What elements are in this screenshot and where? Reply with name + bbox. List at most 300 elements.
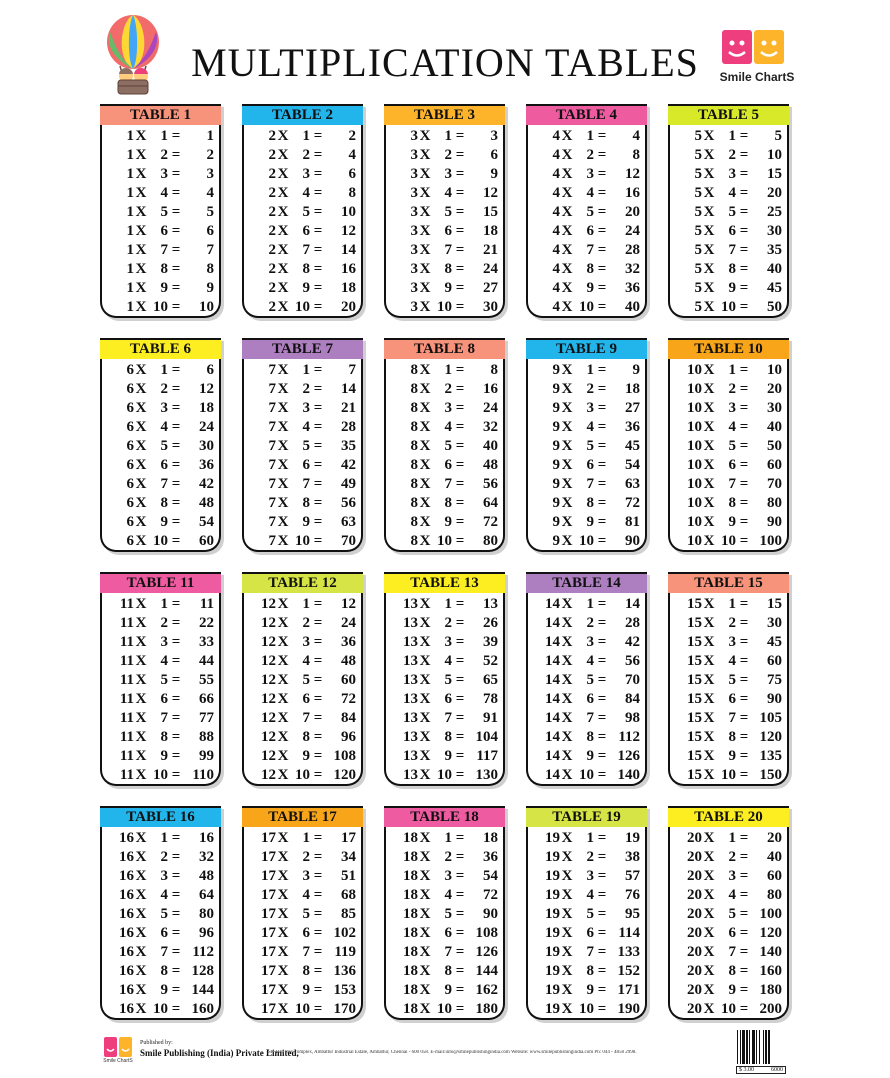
product: 21 [483,242,498,258]
equals-sign: = [597,691,607,707]
multiplier: 5 [444,438,452,454]
multiplicand: 10 [687,476,702,492]
product: 16 [483,381,498,397]
multiplier: 2 [586,381,594,397]
multiplier: 10 [295,767,310,783]
multiplier: 8 [302,963,310,979]
multiplicand: 17 [261,1001,276,1017]
times-sign: X [277,362,289,378]
multiplier: 5 [586,204,594,220]
table-row [670,595,787,614]
times-sign: X [419,729,431,745]
times-sign: X [277,1001,289,1017]
multiplier: 5 [586,906,594,922]
multiplier: 7 [160,476,168,492]
multiplier: 1 [586,596,594,612]
product: 63 [341,514,356,530]
equals-sign: = [739,830,749,846]
table-row [528,633,645,652]
table-row [528,418,645,437]
equals-sign: = [313,849,323,865]
table-row [386,279,503,298]
times-sign: X [561,982,573,998]
equals-sign: = [313,925,323,941]
table-row [386,399,503,418]
product: 15 [483,204,498,220]
brand-name: Smile ChartS [719,70,795,84]
multiplicand: 8 [410,457,418,473]
table-rows [386,359,503,551]
table-row [102,241,219,260]
times-sign: X [419,906,431,922]
equals-sign: = [597,495,607,511]
equals-sign: = [313,362,323,378]
product: 170 [333,1001,356,1017]
multiplier: 2 [444,147,452,163]
multiplicand: 9 [552,476,560,492]
product: 60 [199,533,214,549]
equals-sign: = [455,242,465,258]
table-rows [244,593,361,785]
times-sign: X [277,729,289,745]
table-rows [528,593,645,785]
product: 54 [199,514,214,530]
table-row [244,437,361,456]
times-sign: X [561,672,573,688]
product: 65 [483,672,498,688]
table-card [100,572,221,786]
product: 63 [625,476,640,492]
table-row [102,380,219,399]
multiplicand: 3 [410,185,418,201]
multiplier: 8 [160,261,168,277]
table-row [244,905,361,924]
multiplicand: 5 [694,166,702,182]
equals-sign: = [455,166,465,182]
product: 12 [341,223,356,239]
table-row [244,494,361,513]
table-row [244,652,361,671]
table-row [528,532,645,551]
table-rows [102,827,219,1019]
multiplicand: 13 [403,634,418,650]
product: 200 [759,1001,782,1017]
table-card [100,338,221,552]
times-sign: X [561,495,573,511]
equals-sign: = [455,634,465,650]
equals-sign: = [739,767,749,783]
multiplicand: 13 [403,691,418,707]
times-sign: X [277,223,289,239]
equals-sign: = [455,261,465,277]
equals-sign: = [597,710,607,726]
product: 27 [483,280,498,296]
times-sign: X [277,925,289,941]
multiplicand: 19 [545,868,560,884]
multiplier: 6 [728,925,736,941]
multiplier: 1 [728,362,736,378]
equals-sign: = [313,710,323,726]
table-row [102,260,219,279]
product: 20 [767,830,782,846]
product: 144 [191,982,214,998]
table-row [244,829,361,848]
multiplier: 1 [728,128,736,144]
multiplier: 1 [728,830,736,846]
publisher-logo-icon [103,1036,133,1058]
multiplicand: 9 [552,533,560,549]
multiplier: 4 [444,419,452,435]
multiplicand: 7 [268,400,276,416]
multiplicand: 16 [119,887,134,903]
product: 10 [199,299,214,315]
equals-sign: = [313,514,323,530]
equals-sign: = [455,476,465,492]
times-sign: X [561,944,573,960]
times-sign: X [277,476,289,492]
table-heading: TABLE 18 [384,806,505,827]
multiplier: 5 [728,672,736,688]
equals-sign: = [171,533,181,549]
multiplicand: 12 [261,767,276,783]
table-row [244,222,361,241]
times-sign: X [419,457,431,473]
multiplier: 10 [579,299,594,315]
multiplicand: 16 [119,982,134,998]
multiplier: 10 [579,767,594,783]
equals-sign: = [597,166,607,182]
table-row [244,127,361,146]
product: 5 [206,204,214,220]
table-row [102,437,219,456]
product: 75 [767,672,782,688]
equals-sign: = [597,204,607,220]
multiplicand: 14 [545,729,560,745]
equals-sign: = [313,185,323,201]
equals-sign: = [739,185,749,201]
equals-sign: = [171,299,181,315]
multiplier: 5 [160,672,168,688]
table-row [244,380,361,399]
product: 80 [767,887,782,903]
table-row [386,595,503,614]
times-sign: X [419,767,431,783]
table-heading: TABLE 9 [526,338,647,359]
times-sign: X [419,944,431,960]
times-sign: X [703,1001,715,1017]
times-sign: X [703,299,715,315]
product: 80 [767,495,782,511]
multiplier: 3 [728,868,736,884]
multiplicand: 19 [545,963,560,979]
table-row [102,279,219,298]
multiplier: 6 [444,691,452,707]
equals-sign: = [171,400,181,416]
equals-sign: = [313,147,323,163]
times-sign: X [419,748,431,764]
product: 36 [199,457,214,473]
product: 4 [348,147,356,163]
times-sign: X [277,185,289,201]
product: 160 [759,963,782,979]
times-sign: X [703,944,715,960]
product: 72 [483,887,498,903]
multiplier: 9 [586,514,594,530]
equals-sign: = [455,362,465,378]
product: 180 [475,1001,498,1017]
table-heading: TABLE 19 [526,806,647,827]
times-sign: X [419,299,431,315]
product: 48 [341,653,356,669]
equals-sign: = [455,729,465,745]
times-sign: X [277,242,289,258]
multiplier: 10 [153,533,168,549]
multiplier: 4 [160,653,168,669]
product: 108 [333,748,356,764]
multiplier: 5 [586,438,594,454]
product: 32 [483,419,498,435]
multiplier: 2 [728,849,736,865]
equals-sign: = [171,261,181,277]
table-row [670,380,787,399]
table-row [244,1000,361,1019]
multiplicand: 11 [119,748,134,764]
publisher-name: Smile Publishing (India) Private Limited, [140,1048,299,1058]
equals-sign: = [739,1001,749,1017]
equals-sign: = [455,457,465,473]
table-heading: TABLE 1 [100,104,221,125]
multiplier: 9 [302,748,310,764]
times-sign: X [419,362,431,378]
table-row [528,829,645,848]
equals-sign: = [739,147,749,163]
multiplier: 9 [586,280,594,296]
product: 153 [333,982,356,998]
multiplier: 3 [302,166,310,182]
multiplicand: 16 [119,925,134,941]
table-row [528,766,645,785]
table-row [670,924,787,943]
multiplicand: 1 [126,223,134,239]
table-row [386,766,503,785]
multiplicand: 11 [119,729,134,745]
table-row [528,203,645,222]
multiplier: 6 [302,925,310,941]
times-sign: X [419,634,431,650]
multiplier: 9 [444,280,452,296]
table-heading: TABLE 20 [668,806,789,827]
product: 6 [490,147,498,163]
multiplicand: 5 [694,242,702,258]
equals-sign: = [739,362,749,378]
product: 36 [625,419,640,435]
table-row [244,747,361,766]
multiplier: 7 [302,944,310,960]
multiplicand: 3 [410,204,418,220]
multiplicand: 15 [687,729,702,745]
equals-sign: = [739,887,749,903]
product: 4 [632,128,640,144]
product: 120 [333,767,356,783]
multiplier: 2 [160,615,168,631]
table-row [102,981,219,1000]
product: 45 [625,438,640,454]
equals-sign: = [597,280,607,296]
equals-sign: = [739,242,749,258]
product: 12 [625,166,640,182]
multiplier: 3 [586,166,594,182]
multiplicand: 11 [119,672,134,688]
multiplier: 8 [302,495,310,511]
multiplier: 8 [160,729,168,745]
multiplicand: 15 [687,615,702,631]
times-sign: X [277,868,289,884]
table-row [528,905,645,924]
table-card [668,806,789,1020]
product: 114 [618,925,640,941]
times-sign: X [419,261,431,277]
multiplicand: 5 [694,261,702,277]
times-sign: X [561,381,573,397]
equals-sign: = [739,261,749,277]
table-row [386,690,503,709]
product: 56 [483,476,498,492]
equals-sign: = [739,615,749,631]
times-sign: X [561,748,573,764]
equals-sign: = [313,381,323,397]
product: 10 [767,147,782,163]
product: 17 [341,830,356,846]
table-row [386,671,503,690]
equals-sign: = [313,457,323,473]
times-sign: X [561,299,573,315]
product: 7 [206,242,214,258]
product: 24 [625,223,640,239]
product: 77 [199,710,214,726]
table-row [244,614,361,633]
product: 42 [199,476,214,492]
multiplicand: 8 [410,400,418,416]
times-sign: X [419,166,431,182]
table-row [244,203,361,222]
table-rows [528,359,645,551]
times-sign: X [703,830,715,846]
product: 84 [625,691,640,707]
equals-sign: = [313,672,323,688]
multiplicand: 3 [410,166,418,182]
product: 78 [483,691,498,707]
multiplicand: 20 [687,830,702,846]
product: 180 [759,982,782,998]
multiplicand: 1 [126,204,134,220]
equals-sign: = [597,128,607,144]
multiplier: 5 [160,438,168,454]
table-rows [528,827,645,1019]
multiplier: 4 [302,887,310,903]
times-sign: X [277,419,289,435]
equals-sign: = [171,1001,181,1017]
multiplicand: 19 [545,830,560,846]
equals-sign: = [597,596,607,612]
times-sign: X [277,963,289,979]
table-row [670,614,787,633]
table-row [102,456,219,475]
equals-sign: = [597,906,607,922]
times-sign: X [561,653,573,669]
multiplier: 2 [302,615,310,631]
equals-sign: = [313,261,323,277]
multiplier: 6 [160,457,168,473]
multiplicand: 5 [694,185,702,201]
multiplicand: 2 [268,242,276,258]
times-sign: X [703,634,715,650]
multiplier: 2 [728,381,736,397]
equals-sign: = [597,748,607,764]
equals-sign: = [455,748,465,764]
multiplicand: 15 [687,653,702,669]
multiplicand: 20 [687,1001,702,1017]
table-card [668,338,789,552]
table-card [384,338,505,552]
table-row [102,614,219,633]
table-heading: TABLE 15 [668,572,789,593]
multiplier: 4 [444,653,452,669]
equals-sign: = [455,147,465,163]
times-sign: X [277,400,289,416]
multiplicand: 1 [126,185,134,201]
equals-sign: = [455,533,465,549]
multiplier: 8 [586,729,594,745]
multiplicand: 17 [261,963,276,979]
table-row [102,399,219,418]
multiplicand: 1 [126,128,134,144]
product: 91 [483,710,498,726]
table-rows [102,359,219,551]
multiplicand: 14 [545,672,560,688]
equals-sign: = [171,419,181,435]
multiplier: 9 [586,982,594,998]
product: 18 [483,830,498,846]
equals-sign: = [171,963,181,979]
times-sign: X [135,419,147,435]
equals-sign: = [455,1001,465,1017]
table-card [384,806,505,1020]
multiplier: 1 [160,830,168,846]
table-row [244,633,361,652]
product: 14 [625,596,640,612]
multiplicand: 11 [119,634,134,650]
table-row [670,513,787,532]
multiplier: 3 [728,166,736,182]
times-sign: X [419,147,431,163]
equals-sign: = [455,982,465,998]
table-row [244,418,361,437]
multiplicand: 9 [552,457,560,473]
multiplicand: 12 [261,615,276,631]
equals-sign: = [597,400,607,416]
equals-sign: = [739,476,749,492]
multiplier: 6 [444,925,452,941]
times-sign: X [419,982,431,998]
times-sign: X [277,748,289,764]
multiplier: 5 [444,906,452,922]
equals-sign: = [313,748,323,764]
times-sign: X [135,299,147,315]
multiplicand: 7 [268,381,276,397]
product: 81 [625,514,640,530]
product: 36 [341,634,356,650]
table-card [384,104,505,318]
